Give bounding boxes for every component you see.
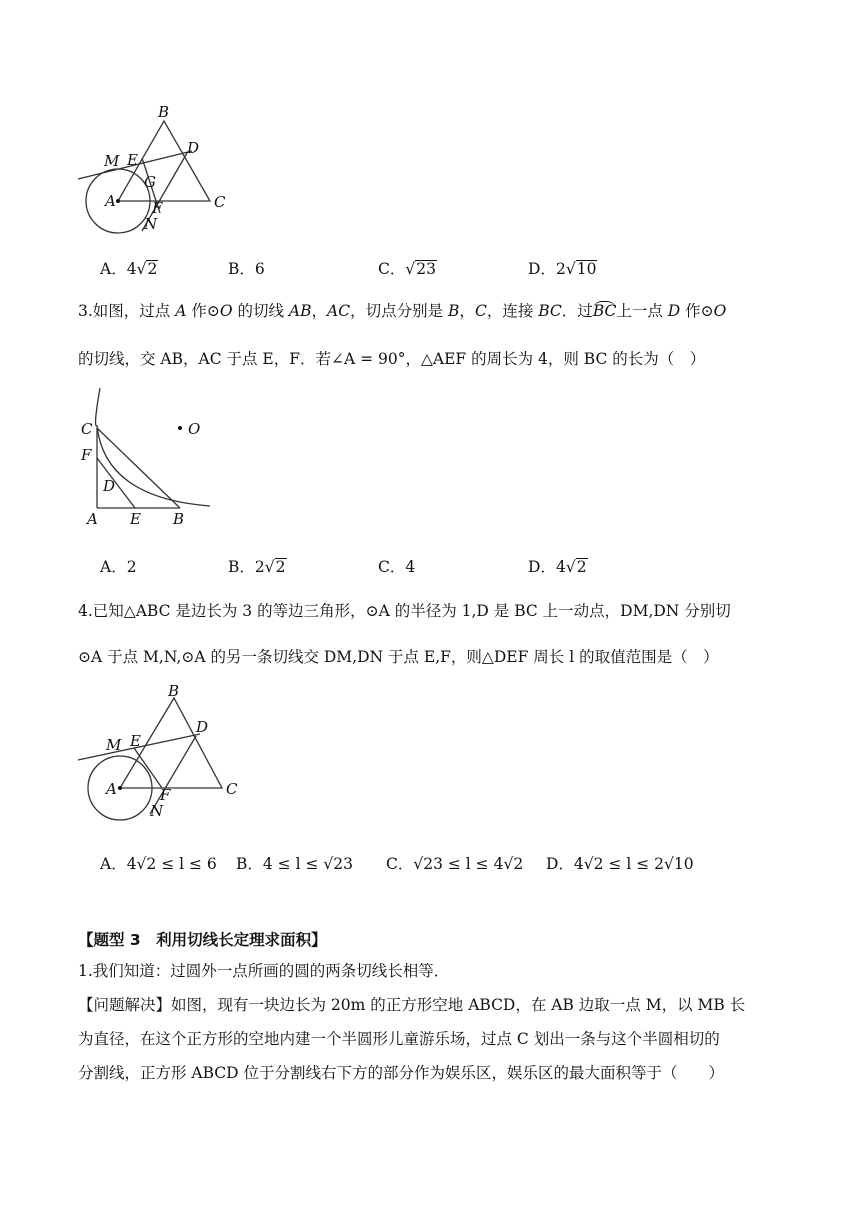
- q4-option-c[interactable]: C．√23 ≤ l ≤ 4√2: [386, 855, 524, 873]
- label-m: M: [104, 152, 120, 170]
- chord-bc: [97, 428, 180, 508]
- label-f: F: [152, 199, 163, 217]
- label-b: B: [158, 103, 170, 121]
- s3q1-line-2: 【问题解决】如图，现有一块边长为 20m 的正方形空地 ABCD，在 AB 边取一点 M，以 MB 长: [78, 996, 746, 1014]
- point-a: [116, 199, 120, 203]
- label-e: E: [130, 510, 141, 528]
- label-f: F: [81, 446, 92, 464]
- label-a: A: [106, 780, 117, 798]
- label-b: B: [173, 510, 185, 528]
- label-a: A: [105, 192, 116, 210]
- label-f: F: [160, 786, 171, 804]
- s3q1-line-4: 分割线，正方形 ABCD 位于分割线右下方的部分作为娱乐区，娱乐区的最大面积等于（ ）: [78, 1064, 725, 1082]
- section-heading: 【题型 3 利用切线长定理求面积】: [78, 931, 327, 949]
- q3-option-b[interactable]: B．2√2: [228, 558, 286, 576]
- label-d: D: [196, 718, 209, 736]
- q3-option-d[interactable]: D．4√2: [528, 558, 587, 576]
- label-e: E: [127, 151, 138, 169]
- label-o: O: [188, 420, 201, 438]
- label-n: N: [144, 215, 158, 233]
- point-o: [178, 426, 182, 430]
- label-d: D: [103, 477, 116, 495]
- s3q1-line-3: 为直径，在这个正方形的空地内建一个半圆形儿童游乐场，过点 C 划出一条与这个半圆相切的: [78, 1030, 720, 1048]
- q2-option-b[interactable]: B．6: [228, 260, 265, 278]
- q4-line-1: 4.已知△ABC 是边长为 3 的等边三角形，⊙A 的半径为 1,D 是 BC 上一动点，DM,DN 分别切: [78, 602, 731, 620]
- q2-option-a[interactable]: A．4√2: [100, 260, 158, 278]
- label-e: E: [130, 732, 141, 750]
- q4-option-b[interactable]: B．4 ≤ l ≤ √23: [236, 855, 353, 873]
- q3-line-1: 3.如图，过点 A 作⊙O 的切线 AB，AC，切点分别是 B，C，连接 BC．过BC上一点 D 作⊙O: [78, 302, 727, 320]
- label-d: D: [187, 139, 200, 157]
- figure-2-diagram: [75, 388, 225, 528]
- q3-option-c[interactable]: C．4: [378, 558, 416, 576]
- q4-option-a[interactable]: A．4√2 ≤ l ≤ 6: [100, 855, 217, 873]
- label-b: B: [168, 682, 180, 700]
- q4-line-2: ⊙A 于点 M,N,⊙A 的另一条切线交 DM,DN 于点 E,F，则△DEF 周长 l 的取值范围是（ ）: [78, 648, 719, 666]
- q2-option-d[interactable]: D．2√10: [528, 260, 597, 278]
- label-a: A: [87, 510, 98, 528]
- label-c: C: [226, 780, 238, 798]
- figure-3-diagram: [72, 684, 252, 824]
- label-c: C: [214, 193, 226, 211]
- label-g: G: [144, 173, 156, 191]
- point-a: [118, 786, 122, 790]
- q3-line-2: 的切线，交 AB，AC 于点 E，F．若∠A = 90°，△AEF 的周长为 4，则 BC 的长为（ ）: [78, 350, 706, 368]
- q4-option-d[interactable]: D．4√2 ≤ l ≤ 2√10: [546, 855, 694, 873]
- label-c: C: [81, 420, 93, 438]
- label-m: M: [106, 736, 122, 754]
- label-n: N: [150, 802, 164, 820]
- figure-1-diagram: [72, 103, 232, 243]
- q2-option-c[interactable]: C．√23: [378, 260, 436, 278]
- q3-option-a[interactable]: A．2: [100, 558, 137, 576]
- tangent-line-ef: [134, 748, 162, 788]
- s3q1-line-1: 1.我们知道：过圆外一点所画的圆的两条切线长相等．: [78, 962, 450, 980]
